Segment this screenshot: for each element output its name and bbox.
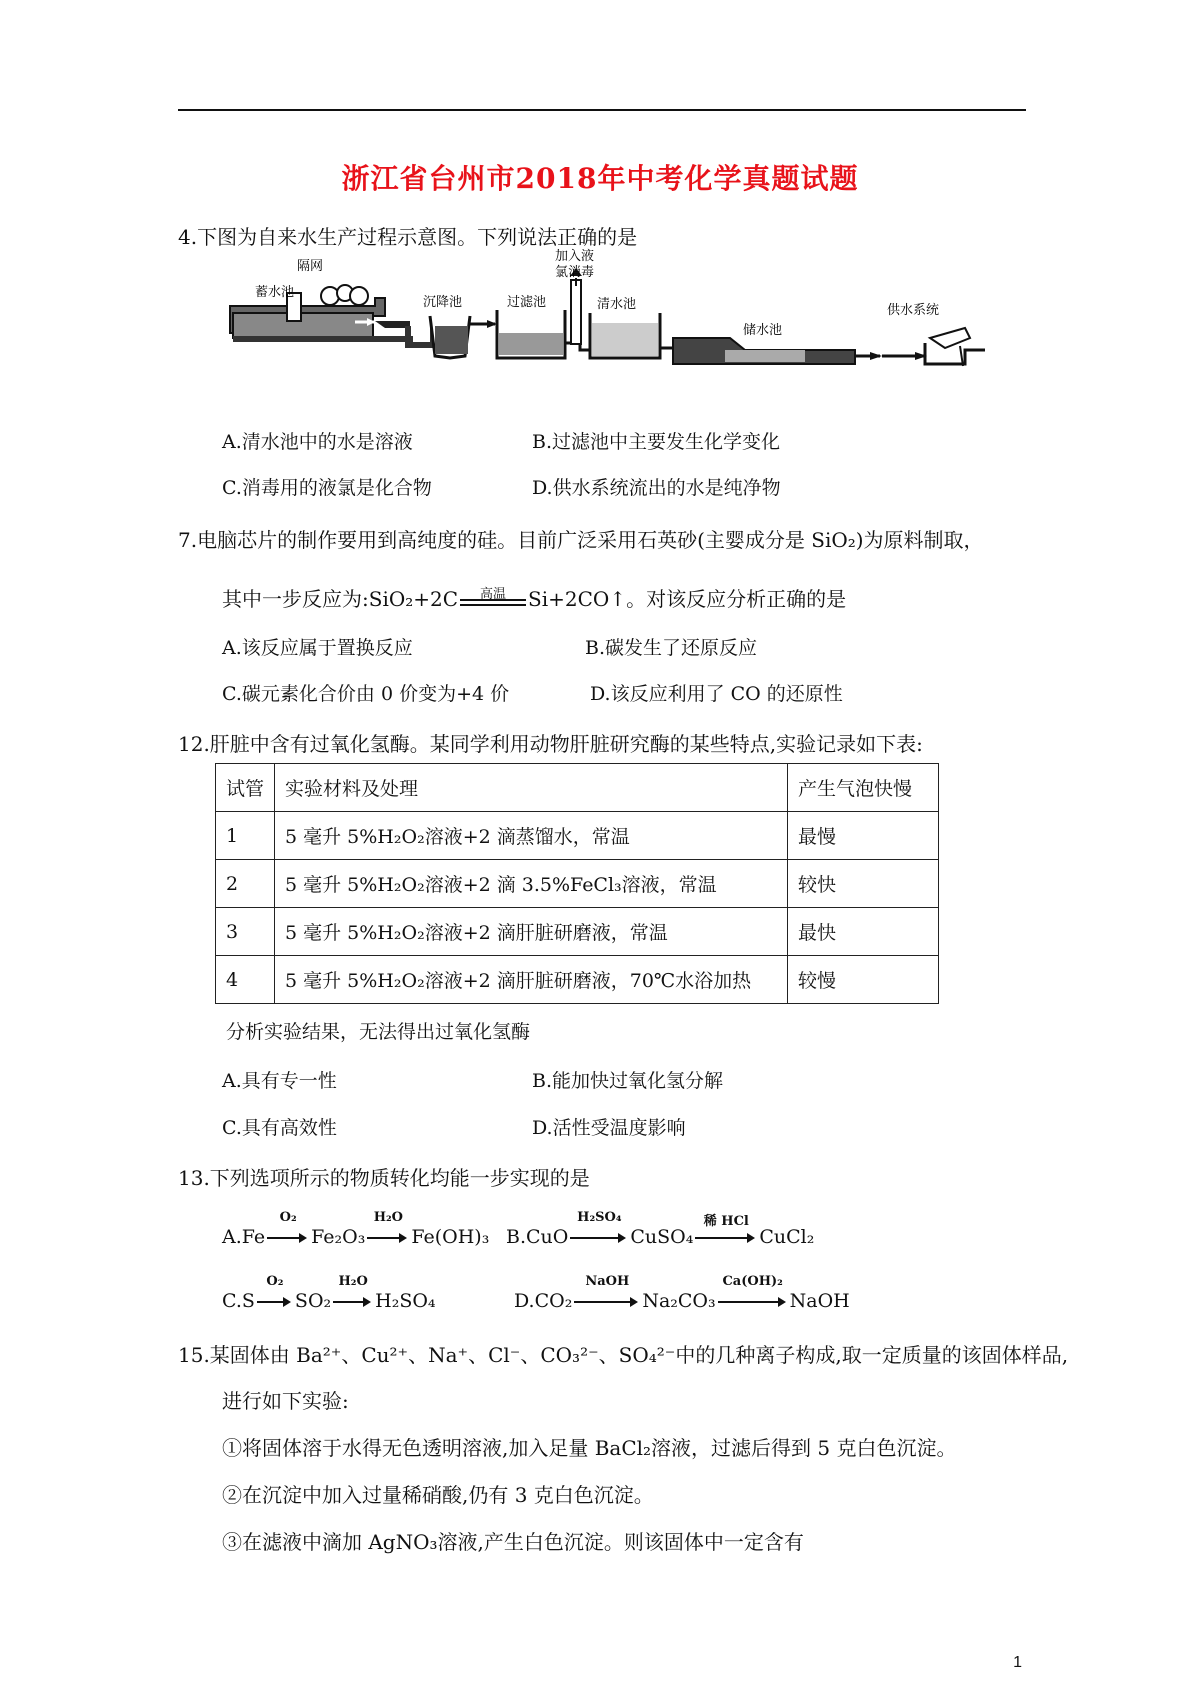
reaction-arrow: NaOH [574,1290,640,1312]
table-header: 产生气泡快慢 [788,764,939,812]
reaction-arrow: O₂ [257,1290,293,1312]
q7-stem: 7.电脑芯片的制作要用到高纯度的硅。目前广泛采用石英砂(主婴成分是 SiO₂)为原料制取， [178,528,984,552]
q13-option-a: A.Fe O₂ Fe₂O₃ H₂O Fe(OH)₃ [222,1210,490,1248]
chlorine-pipe [571,280,581,344]
label-clear: 清水池 [597,297,637,312]
table-row [216,860,939,908]
storage-pool [233,313,373,338]
table-cell: 5 毫升 5%H₂O₂溶液+2 滴 3.5%FeCl₃溶液，常温 [275,860,788,908]
q12-option-b: B.能加快过氧化氢分解 [532,1070,724,1092]
q15-step-1: ①将固体溶于水得无色透明溶液,加入足量 BaCl₂溶液，过滤后得到 5 克白色沉淀。 [222,1436,957,1460]
screen-icon [321,287,339,305]
filter-layer [499,333,563,355]
tap-icon [930,328,970,348]
table-header: 实验材料及处理 [275,764,788,812]
storage-pool-base [233,336,413,342]
label-storage: 蓄水池 [255,285,295,300]
reaction-arrow: Ca(OH)₂ [718,1290,788,1312]
q4-stem: 4.下图为自来水生产过程示意图。下列说法正确的是 [178,225,638,249]
table-cell: 3 [216,908,275,956]
top-rule [178,109,1026,111]
q7-option-b: B.碳发生了还原反应 [585,637,758,659]
label-screen: 隔网 [297,259,324,274]
q4-option-b: B.过滤池中主要发生化学变化 [532,431,781,453]
q12-option-a: A.具有专一性 [222,1070,337,1092]
table-header: 试管 [216,764,275,812]
q13-option-d: D.CO₂ NaOH Na₂CO₃ Ca(OH)₂ NaOH [514,1274,850,1312]
table-cell: 1 [216,812,275,860]
experiment-table [215,763,939,1004]
label-chlorine-2: 氯消毒 [555,265,595,280]
label-reservoir: 储水池 [743,323,783,338]
reaction-arrow: O₂ [267,1226,309,1248]
q7-option-d: D.该反应利用了 CO 的还原性 [590,683,843,705]
table-cell: 5 毫升 5%H₂O₂溶液+2 滴蒸馏水，常温 [275,812,788,860]
q7-condition: 高温 [480,587,507,602]
page-title: 浙江省台州市2018年中考化学真题试题 [341,162,859,195]
q15-line2: 进行如下实验: [222,1389,349,1413]
q13-option-c: C.S O₂ SO₂ H₂O H₂SO₄ [222,1274,436,1312]
clear-water [592,323,658,356]
q12-option-d: D.活性受温度影响 [532,1117,686,1139]
settling-sediment [435,326,468,354]
q7-reactants: 其中一步反应为:SiO₂+2C [222,587,459,611]
table-row [216,812,939,860]
q4-option-d: D.供水系统流出的水是纯净物 [532,477,781,499]
equilibrium-sign [460,587,526,606]
label-supply: 供水系统 [887,303,940,318]
q13-stem: 13.下列选项所示的物质转化均能一步实现的是 [178,1166,590,1190]
table-row [216,956,939,1004]
q12-analysis: 分析实验结果，无法得出过氧化氢酶 [226,1021,531,1043]
q15-step-2: ②在沉淀中加入过量稀硝酸,仍有 3 克白色沉淀。 [222,1483,654,1507]
q4-option-c: C.消毒用的液氯是化合物 [222,477,432,499]
table-cell: 5 毫升 5%H₂O₂溶液+2 滴肝脏研磨液，常温 [275,908,788,956]
q12-option-c: C.具有高效性 [222,1117,337,1139]
reaction-arrow: H₂SO₄ [570,1226,628,1248]
table-cell: 5 毫升 5%H₂O₂溶液+2 滴肝脏研磨液，70℃水浴加热 [275,956,788,1004]
reaction-arrow: 稀 HCl [695,1226,757,1248]
table-cell: 4 [216,956,275,1004]
supply-pipe [925,343,985,364]
q12-stem: 12.肝脏中含有过氧化氢酶。某同学利用动物肝脏研究酶的某些特点,实验记录如下表: [178,732,923,756]
label-settling: 沉降池 [423,295,463,310]
q7-option-a: A.该反应属于置换反应 [222,637,413,659]
table-cell: 2 [216,860,275,908]
table-cell: 最慢 [788,812,939,860]
reaction-arrow: H₂O [333,1290,373,1312]
table-cell: 最快 [788,908,939,956]
q7-option-c: C.碳元素化合价由 0 价变为+4 价 [222,683,510,705]
q13-option-b: B.CuO H₂SO₄ CuSO₄ 稀 HCl CuCl₂ [506,1210,815,1248]
q15-step-3: ③在滤液中滴加 AgNO₃溶液,产生白色沉淀。则该固体中一定含有 [222,1530,804,1554]
page-number: 1 [1013,1654,1022,1671]
table-cell: 较快 [788,860,939,908]
q15-stem: 15.某固体由 Ba²⁺、Cu²⁺、Na⁺、Cl⁻、CO₃²⁻、SO₄²⁻中的几种离子构成,取一定质量的该固体样品, [178,1343,1069,1367]
water-treatment-diagram [225,238,1040,418]
table-cell: 较慢 [788,956,939,1004]
label-filter: 过滤池 [507,295,547,310]
table-header-row [216,764,939,812]
q4-option-a: A.清水池中的水是溶液 [222,431,413,453]
table-row [216,908,939,956]
label-chlorine-1: 加入液 [555,249,595,264]
q7-reaction [222,583,846,612]
reaction-arrow: H₂O [367,1226,409,1248]
q7-products: Si+2CO↑。对该反应分析正确的是 [528,587,847,611]
